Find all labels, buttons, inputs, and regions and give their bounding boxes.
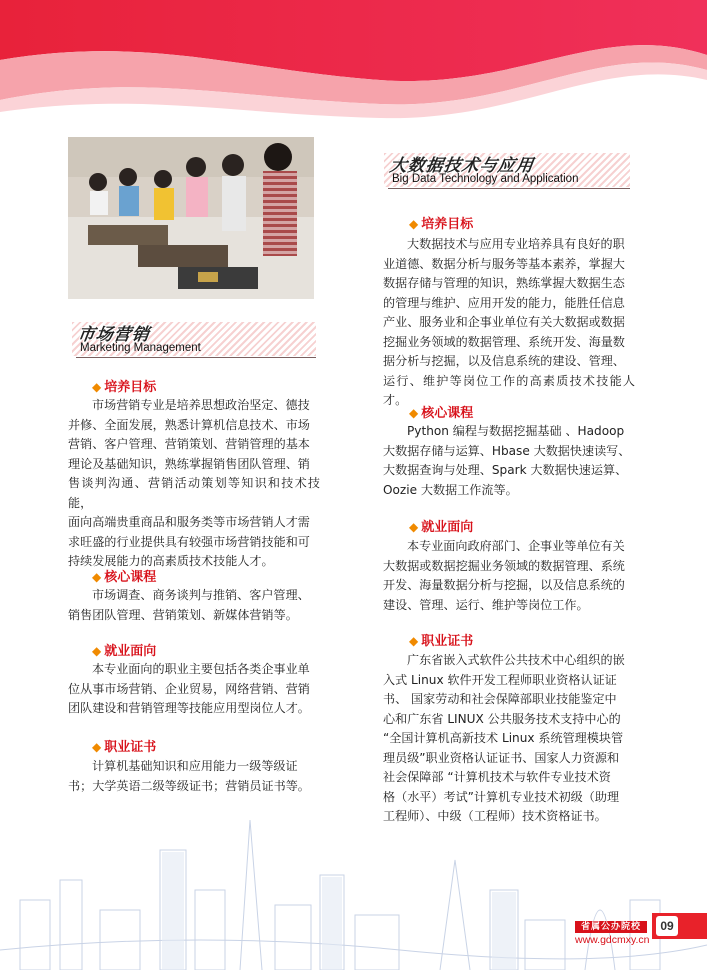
marketing-title-en: Marketing Management xyxy=(80,342,201,354)
marketing-job-heading: ◆ 就业面向 xyxy=(92,644,157,659)
marketing-course-text: 市场调查、商务谈判与推销、客户管理、 销售团队管理、营销策划、新媒体营销等。 xyxy=(68,588,310,622)
bigdata-course-text: Python 编程与数据挖掘基础 、Hadoop 大数据存储与运算、Hbase 大数据快速读写、 大数据查询与处理、Spark 大数据快速运算、 Oozie 大数据工作流等。 xyxy=(383,424,631,497)
top-wave-banner xyxy=(0,0,707,140)
page-number: 09 xyxy=(656,916,678,936)
bigdata-title-cn: 大数据技术与应用 xyxy=(388,156,536,176)
bigdata-goal-text: 大数据技术与应用专业培养具有良好的职 业道德、数据分析与服务等基本素养，掌握大 数据存储与管理的知识，熟练掌握大数据生态 的管理与维护、应用开发的能力，能胜任信息 产业、服务业和企事业单位有关大数据或数据 挖掘业务领域的数据管理、系统开发、海量数 据分析与挖掘，以及信息系统的建设、管理、 运行、维护等岗位工作的高素质技术技能人才。 xyxy=(383,237,635,407)
diamond-icon: ◆ xyxy=(92,380,102,394)
marketing-course-heading: ◆ 核心课程 xyxy=(92,570,157,585)
bigdata-cert-text: 广东省嵌入式软件公共技术中心组织的嵌 入式 Linux 软件开发工程师职业资格认证证 书、 国家劳动和社会保障部职业技能鉴定中 心和广东省 LINUX 公共服务技术支持中心的 “全国计算机高新技术 Linux 系统管理模块管 理员级”职业资格认证证书、国家人力资源和 社会保障部 “计算机技术与软件专业技术资 格（水平）考试”计算机专业技术初级（助理 工程师）、中级（工程师）技术资格证书。 xyxy=(383,653,625,823)
marketing-cert-text: 计算机基础知识和应用能力一级等级证 书；大学英语二级等级证书；营销员证书等。 xyxy=(68,759,310,793)
students-exhibit-photo xyxy=(68,137,314,299)
diamond-icon: ◆ xyxy=(92,644,102,658)
school-url[interactable]: www.gdcmxy.cn xyxy=(575,934,650,946)
diamond-icon: ◆ xyxy=(409,217,419,231)
marketing-job-text: 本专业面向的职业主要包括各类企事业单 位从事市场营销、企业贸易，网络营销、营销 团队建设和营销管理等技能应用型岗位人才。 xyxy=(68,662,310,715)
marketing-cert-heading: ◆ 职业证书 xyxy=(92,740,157,755)
marketing-section-header xyxy=(72,322,316,360)
diamond-icon: ◆ xyxy=(92,740,102,754)
bigdata-section-header xyxy=(384,153,630,191)
bigdata-job-heading: ◆ 就业面向 xyxy=(409,520,474,535)
marketing-title-cn: 市场营销 xyxy=(76,325,152,345)
diamond-icon: ◆ xyxy=(409,406,419,420)
bigdata-job-text: 本专业面向政府部门、企事业等单位有关 大数据或数据挖掘业务领域的数据管理、系统 开发、海量数据分析与挖掘，以及信息系统的 建设、管理、运行、维护等岗位工作。 xyxy=(383,539,625,612)
school-badge: 省属公办院校 xyxy=(575,921,647,933)
diamond-icon: ◆ xyxy=(409,634,419,648)
diamond-icon: ◆ xyxy=(92,570,102,584)
marketing-goal-heading: ◆ 培养目标 xyxy=(92,380,157,395)
bigdata-cert-heading: ◆ 职业证书 xyxy=(409,634,474,649)
diamond-icon: ◆ xyxy=(409,520,419,534)
bigdata-course-heading: ◆ 核心课程 xyxy=(409,406,474,421)
marketing-goal-text: 市场营销专业是培养思想政治坚定、德技 并修、全面发展，熟悉计算机信息技术、市场 营销、客户管理、营销策划、营销管理的基本 理论及基础知识，熟练掌握销售团队管理、销 售谈判沟通、营销活动策划等知识和技术技能， 面向高端贵重商品和服务类等市场营销人才需 求旺盛的行业提供具有较强市场营销技能和可 持续发展能力的高素质技术技能人才。 xyxy=(68,398,320,568)
bigdata-title-en: Big Data Technology and Application xyxy=(392,173,579,185)
bigdata-goal-heading: ◆ 培养目标 xyxy=(409,217,474,232)
